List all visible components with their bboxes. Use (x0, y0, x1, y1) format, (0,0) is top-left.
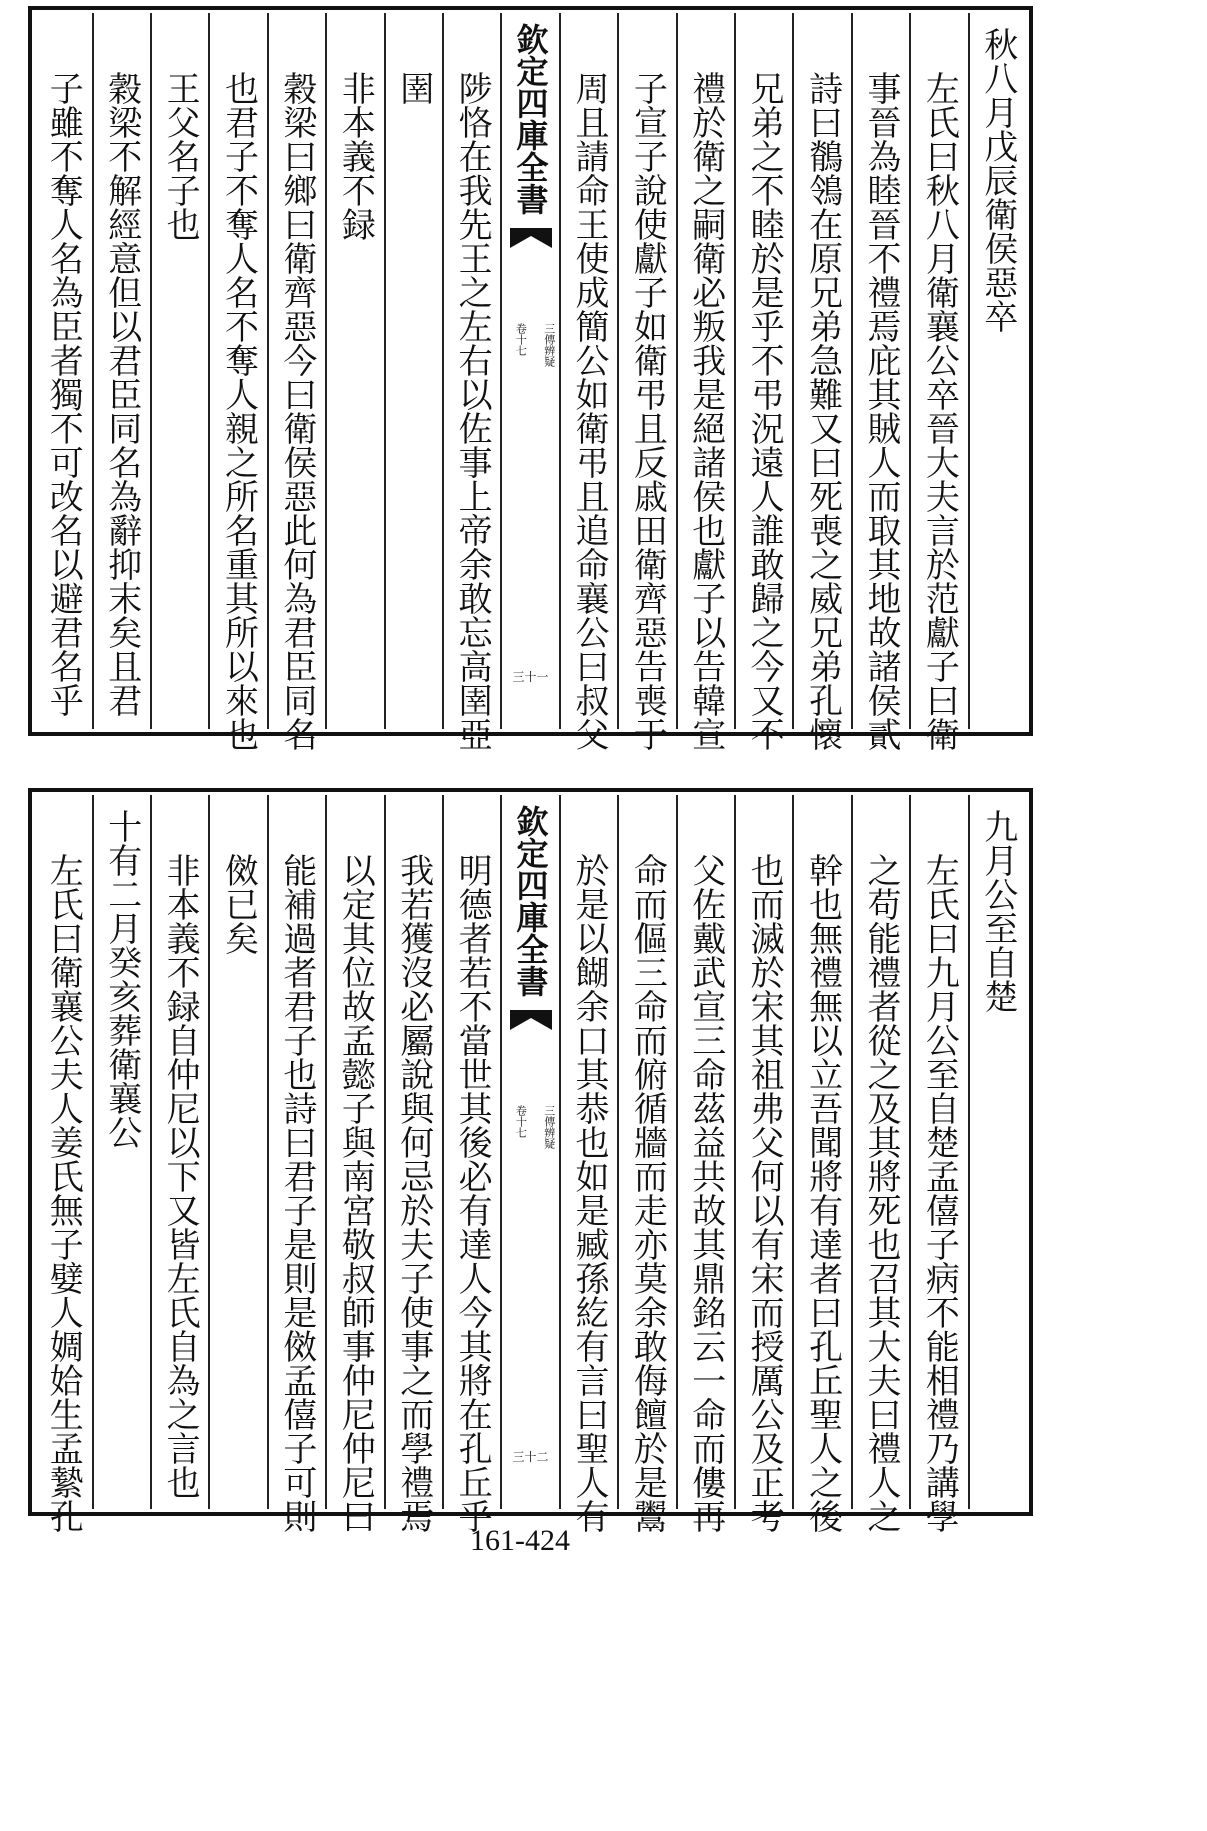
column-text: 陟恪在我先王之左右以佐事上帝余敢忘高圉亞 (452, 71, 493, 751)
text-column (267, 13, 325, 751)
column-text: 也而滅於宋其祖弗父何以有宋而授厲公及正考 (744, 853, 785, 1533)
column-text: 非本義不録 (335, 71, 376, 241)
column-text: 以定其位故孟懿子與南宮敬叔師事仲尼仲尼曰 (335, 853, 376, 1533)
book-title: 欽定四庫全書 (511, 23, 550, 215)
text-column (442, 795, 500, 1533)
text-column (851, 795, 909, 1533)
column-text: 左氏曰九月公至自楚孟僖子病不能相禮乃講學 (919, 853, 960, 1533)
leaf-number: 三十一 (512, 670, 549, 684)
text-column (792, 795, 850, 1533)
text-column (325, 795, 383, 1533)
text-column (909, 13, 967, 751)
book-name: 三傳辨疑 (542, 1105, 556, 1149)
upper-page (28, 6, 1033, 751)
text-column (150, 13, 208, 729)
text-column (92, 795, 150, 1509)
column-grid (35, 13, 1026, 751)
text-column (617, 13, 675, 751)
column-text: 詩曰鶺鴒在原兄弟急難又曰死喪之威兄弟孔懷 (802, 71, 843, 751)
text-column (384, 795, 442, 1533)
column-text: 傚已矣 (218, 853, 259, 955)
column-text: 命而傴三命而俯循牆而走亦莫余敢侮饘於是鬻 (627, 853, 668, 1533)
text-column (35, 795, 91, 1533)
column-text: 九月公至自楚 (977, 809, 1018, 1013)
text-column (968, 13, 1026, 729)
column-text: 事晉為睦晉不禮焉庇其賊人而取其地故諸侯貳 (860, 71, 901, 751)
column-grid (35, 795, 1026, 1533)
text-column (92, 13, 150, 729)
column-text: 十有二月癸亥葬衛襄公 (101, 809, 142, 1149)
column-text: 左氏曰秋八月衛襄公卒晉大夫言於范獻子曰衛 (919, 71, 960, 751)
text-column (617, 795, 675, 1533)
column-text: 王父名子也 (160, 71, 201, 241)
text-column (851, 13, 909, 751)
leaf-number: 三十二 (512, 1450, 549, 1464)
column-text: 禮於衛之嗣衛必叛我是絕諸侯也獻子以告韓宣 (685, 71, 726, 751)
volume-number: 卷十七 (514, 1105, 528, 1138)
text-column (208, 795, 266, 1509)
column-text: 也君子不奪人名不奪人親之所名重其所以來也 (218, 71, 259, 751)
text-column (909, 795, 967, 1533)
column-text: 幹也無禮無以立吾聞將有達者曰孔丘聖人之後 (802, 853, 843, 1533)
text-column (150, 795, 208, 1509)
column-text: 周且請命王使成簡公如衛弔且追命襄公曰叔父 (568, 71, 609, 751)
column-text: 我若獲沒必屬說與何忌於夫子使事之而學禮焉 (393, 853, 434, 1533)
column-text: 兄弟之不睦於是乎不弔況遠人誰敢歸之今又不 (744, 71, 785, 751)
column-text: 父佐戴武宣三命茲益共故其鼎銘云一命而僂再 (685, 853, 726, 1533)
column-text: 於是以餬余口其恭也如是臧孫紇有言曰聖人有 (568, 853, 609, 1533)
volume-number: 卷十七 (514, 323, 528, 356)
column-text: 秋八月戊辰衛侯惡卒 (977, 27, 1018, 333)
text-column (676, 795, 734, 1533)
text-column (559, 795, 617, 1533)
text-column (267, 795, 325, 1533)
column-text: 子宣子說使獻子如衛弔且反戚田衛齊惡告喪于 (627, 71, 668, 751)
lower-page (28, 788, 1033, 1533)
page-number: 161-424 (470, 1524, 570, 1557)
text-column (384, 13, 442, 729)
text-column (676, 13, 734, 751)
book-name: 三傳辨疑 (542, 323, 556, 367)
fishtail-mark-icon (510, 1010, 552, 1030)
text-column (325, 13, 383, 729)
center-fold (500, 13, 558, 729)
column-text: 穀梁曰鄉曰衛齊惡今曰衛侯惡此何為君臣同名 (276, 71, 317, 751)
column-text: 子雖不奪人名為臣者獨不可改名以避君名乎 (43, 71, 84, 717)
column-text: 圉 (393, 71, 434, 105)
column-text: 左氏曰衛襄公夫人姜氏無子嬖人婤姶生孟縶孔 (43, 853, 84, 1533)
column-text: 明德者若不當世其後必有達人今其將在孔丘乎 (452, 853, 493, 1533)
fishtail-mark-icon (510, 228, 552, 248)
text-column (734, 13, 792, 751)
text-column (35, 13, 91, 729)
text-column (442, 13, 500, 751)
book-title: 欽定四庫全書 (511, 805, 550, 997)
text-column (968, 795, 1026, 1509)
center-fold (500, 795, 558, 1509)
column-text: 之苟能禮者從之及其將死也召其大夫曰禮人之 (860, 853, 901, 1533)
column-text: 穀梁不解經意但以君臣同名為辭抑末矣且君 (101, 71, 142, 717)
column-text: 非本義不録自仲尼以下又皆左氏自為之言也 (160, 853, 201, 1499)
text-column (734, 795, 792, 1533)
text-column (208, 13, 266, 751)
text-column (792, 13, 850, 751)
text-column (559, 13, 617, 751)
column-text: 能補過者君子也詩曰君子是則是傚孟僖子可則 (276, 853, 317, 1533)
